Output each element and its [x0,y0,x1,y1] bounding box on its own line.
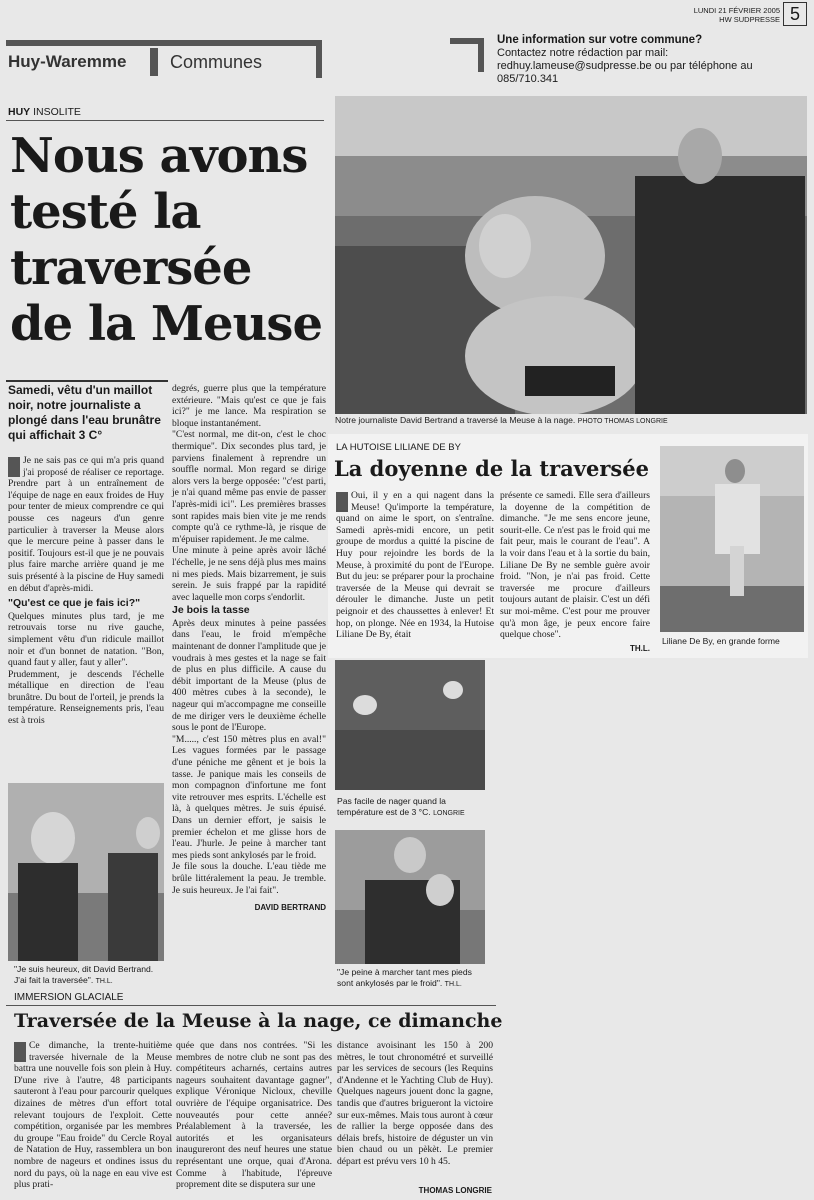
bottom-signature: THOMAS LONGRIE [418,1186,492,1195]
col2-subheading: Je bois la tasse [172,604,250,617]
photo3-caption: Pas facile de nager quand la température est de 3 °C. [337,796,446,817]
photo4-caption-row [337,967,487,990]
kicker-place: HUY [8,106,31,118]
bottom-column-2 [176,1040,332,1191]
doyenne-column-2 [500,490,650,654]
col2-paragraph-4: Après deux minutes à peine passées dans l'eau, le froid m'empêche maintenant de donner l'amplitude que je voudrais à mes gestes et la nage se fait de plus en plus difficile. A cause du débit important de la Meuse (plus de 400 mètres cubes à la seconde), le nageur qui m'accompagne me conseille de me diriger vers le deuxième échelle sous le pont de l'Europe. [172,617,326,734]
main-photo-image [335,96,807,414]
lead-rule [6,380,168,382]
col2-paragraph-6: Je file sous la douche. L'eau tiède me brûle littéralement la peau. Je tremble. Je suis heureux. Je l'ai fait". [172,861,326,896]
headline: Nous avons testé la traversée de la Meuse [10,128,322,352]
main-photo-credit: PHOTO THOMAS LONGRIE [577,418,668,425]
photo-liliane [660,446,804,632]
doyenne-headline: La doyenne de la traversée [334,456,649,481]
col2-paragraph-3: Une minute à peine après avoir lâché l'échelle, je ne sens déjà plus mes mains ni mes pieds. Mais bizarrement, je suis serein. Je suis frappé par la rapidité avec laquelle mon corps s'endorlit. [172,545,326,603]
info-line-2: redhuy.lameuse@sudpresse.be ou par téléphone au 085/710.341 [497,60,753,85]
date-text: LUNDI 21 FÉVRIER 2005 [693,6,780,15]
kicker-tag: INSOLITE [33,106,81,118]
section-divider [150,48,158,76]
main-photo-caption: Notre journaliste David Bertrand a traversé la Meuse à la nage. [335,415,576,425]
col1-subheading: "Qu'est ce que je fais ici?" [8,597,141,610]
info-block [497,34,807,86]
main-photo-caption-row [335,415,807,428]
photo-marche [335,830,485,964]
col2-paragraph-2: "C'est normal, me dit-on, c'est le choc thermique". Dix secondes plus tard, je parviens finalement à reprendre un souffle normal. Mon regard se dirige alors vers la berge opposée: "c'est parti, je n'ai quand même pas envie de passer l'après-midi ici". Les premières brasses sont rapides mais bien vite je me rends compte qu'à ce rythme-là, je risque de m'épuiser rapidement. Je me calme. [172,429,326,545]
photo-nageurs [335,660,485,790]
bottom-headline: Traversée de la Meuse à la nage, ce dimanche [14,1010,503,1032]
page-date [640,6,780,24]
doyenne-kicker: LA HUTOISE LILIANE DE BY [336,442,461,453]
col1-paragraph-3: Prudemment, je descends l'échelle métallique en direction de l'eau brunâtre. Du bout de l'orteil, je prends la température. Renseignements pris, l'eau est à trois [8,668,164,727]
section-name: Huy-Waremme [8,52,127,71]
photo2-credit: TH.L. [95,977,113,985]
photo4-caption: "Je peine à marcher tant mes pieds sont ankylosés par le froid". [337,967,472,988]
photo2-caption-row [14,964,164,987]
article-signature: DAVID BERTRAND [254,903,326,913]
article-column-1 [8,455,164,727]
info-corner [450,38,484,72]
paper-name: HW SUDPRESSE [719,15,780,24]
dropcap-quote [8,457,20,477]
page-number: 5 [783,2,807,26]
kicker [8,106,81,118]
subsection-name: Communes [170,52,263,72]
info-title: Une information sur votre commune? [497,34,703,46]
col1-paragraph-1: Je ne sais pas ce qui m'a pris quand j'ai proposé de réaliser ce reportage. Prendre part à un entraînement de l'équipe de nage en eaux froides de Huy pour tenter de mieux comprendre ce qui pousse ces nageurs d'un genre particulier à traverser la Meuse alors que le mercure peine à passer dans le positif. Toujours est-il que je ne pouvais plus faire marche arrière quand je me suis présenté à la piscine de Huy samedi en début d'après-midi. [8,455,164,594]
photo-bertrand-heureux [8,783,164,961]
doyenne-signature: TH.L. [630,643,650,653]
bottom-rule [6,1005,496,1006]
dropcap-doyenne [336,492,348,512]
photo2-caption: "Je suis heureux, dit David Bertrand. J'ai fait la traversée". [14,964,154,985]
photo3-credit: LONGRIE [433,809,465,817]
doyenne-text-2: présente ce samedi. Elle sera d'ailleurs la doyenne de la compétition de dimanche. "Je me sens encore jeune, sourit-elle. Ce n'est pas le froid qui me fait peur, mais le courant de l'eau". A la voir dans l'eau et à la sortie du bain, Liliane De By ne semble guère avoir froid. "Non, je n'ai pas froid. Cette traversée me procure d'ailleurs toujours autant de plaisir. C'est un défi sur moi-même. C'est pour me prouver qu'à mon âge, je peux encore faire quelque chose". [500,490,650,641]
dropcap-bottom [14,1042,26,1062]
bottom-kicker: IMMERSION GLACIALE [14,992,124,1003]
doyenne-column-1 [336,490,494,641]
kicker-rule [6,120,324,121]
photo4-credit: TH.L. [444,980,462,988]
article-column-2 [172,383,326,914]
photo-marche-image [335,830,485,964]
photo-liliane-image [660,446,804,632]
doyenne-text-1: Oui, il y en a qui nagent dans la Meuse! Qu'importe la température, quand on aime le sport, on s'entraîne. Samedi après-midi encore, un petit groupe de mordus a quitté la piscine de Huy pour rejoindre les bords de la Meuse, à proximité du pont de l'Europe. But du jeu: se préparer pour la prochaine traversée de la Meuse qui devrait se dérouler le dimanche. Juste un petit peignoir et des chaussettes à enlever! Et hop, on plonge. Née en 1934, la Hutoise Liliane De By, était [336,490,494,641]
main-photo [335,96,807,414]
lead: Samedi, vêtu d'un maillot noir, notre journaliste a plongé dans l'eau brunâtre qui affichait 3 C° [8,383,161,442]
bottom-column-3 [337,1040,493,1168]
bottom-text-2: quée que dans nos contrées. "Si les membres de notre club ne sont pas des compétiteurs acharnés, certains autres nageurs souhaitent davantage gagner", explique Véronique Nicloux, cheville ouvrière de l'équipe organisatrice. Des nouveautés pour cette année? Préalablement à la traversée, les autorités et les organisateurs inaugureront des neuf heures une statue représentant une orque, quai d'Arona. Comme à l'habitude, l'épreuve proprement dite se disputera sur une [176,1040,332,1191]
photo-nageurs-image [335,660,485,790]
bottom-column-1 [14,1040,172,1191]
col2-paragraph-1: degrés, guerre plus que la température extérieure. "Mais qu'est ce que je fais ici?" je me lance. Ma respiration se bloque instantanément. [172,383,326,429]
bottom-text-1: Ce dimanche, la trente-huitième traversée hivernale de la Meuse battra une nouvelle fois son plein à Huy. D'une rive à l'autre, 48 participants sauteront à l'eau pour parcourir quelques dizaines de mètres d'un effort total relevant toujours de l'exploit. Cette compétition, organisée par les membres du groupe "Eau froide" du Cercle Royal de Natation de Huy, rassemblera un bon nombre de nageurs et ondines issus du nord du pays, où la nage en eau vive est plus prati- [14,1040,172,1191]
photo-bertrand-heureux-image [8,783,164,961]
col1-paragraph-2: Quelques minutes plus tard, je me retrouvais torse nu rive gauche, simplement vêtu d'un ridicule maillot noir et d'un bonnet de natation. "Bon, quand faut y aller, faut y aller". [8,610,164,669]
info-line-1: Contactez notre rédaction par mail: [497,47,669,59]
bottom-text-3: distance avoisinant les 150 à 200 mètres, le tout chronométré et surveillé par les services de secours (les Requins d'Andenne et le Yachting Club de Huy). Quelques nageurs jouent donc la gagne, tandis que d'autres brigueront la victoire sur eux-mêmes. Mais tous auront à cœur de rallier la berge opposée dans des délais brefs, histoire de déguster un vin bien chaud ou un pèkèt. Le premier départ est prévu vers 10 h 45. [337,1040,493,1167]
photo3-caption-row [337,796,487,819]
col2-paragraph-5: "M....., c'est 150 mètres plus en aval!" Les vagues formées par le passage d'une péniche me gênent et je bois la tasse. Je panique mais les conseils de mon compagnon d'infortune me font vite retrouver mes esprits. L'échelle est là, à quelques mètres. Je suis épuisé. Dans un dernier effort, je saisis le premier échelon et me glisse hors de l'eau. J'hurle. Je peine à marcher tant mes pieds sont ankylosés par le froid. [172,733,326,861]
photo-liliane-caption: Liliane De By, en grande forme [662,636,780,646]
